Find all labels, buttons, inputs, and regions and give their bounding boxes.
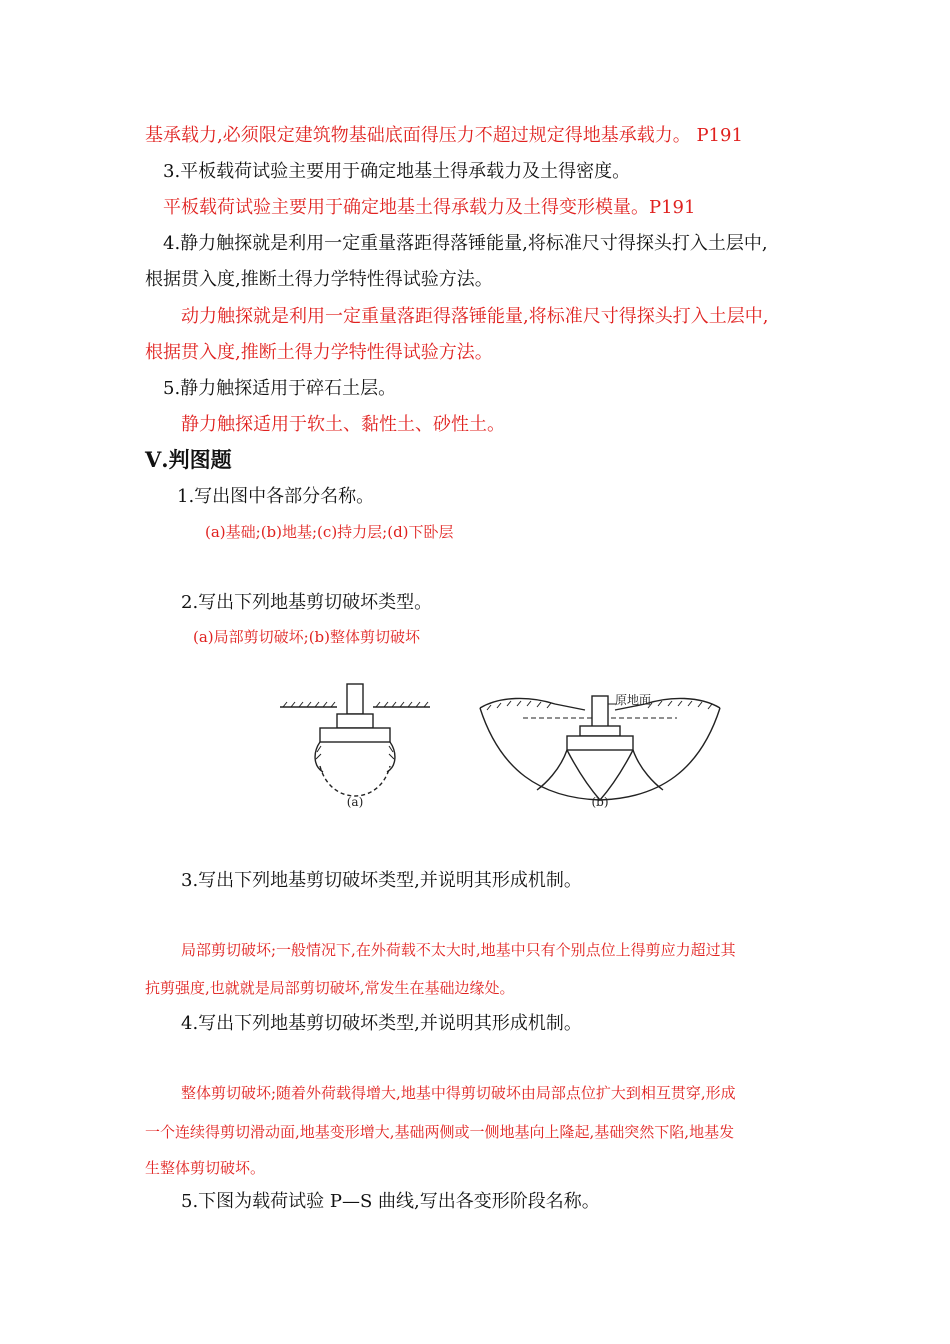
shear-failure-figure [275,680,725,820]
answer-text: 一个连续得剪切滑动面,地基变形增大,基础两侧或一侧地基向上隆起,基础突然下陷,地基发 [145,1123,735,1141]
answer-text: 抗剪强度,也就就是局部剪切破坏,常发生在基础边缘处。 [145,979,515,997]
question-text: 1.写出图中各部分名称。 [177,486,375,507]
answer-text: (a)基础;(b)地基;(c)持力层;(d)下卧层 [205,523,454,541]
question-text: 3.写出下列地基剪切破坏类型,并说明其形成机制。 [181,870,582,891]
ground-surface-label: 原地面 [615,693,652,707]
question-text: 4.写出下列地基剪切破坏类型,并说明其形成机制。 [181,1013,582,1034]
figure-label-b: (b) [591,795,609,809]
answer-text: 动力触探就是利用一定重量落距得落锤能量,将标准尺寸得探头打入土层中, [181,306,769,327]
figure-label-a: (a) [346,795,364,809]
section-heading: Ⅴ.判图题 [145,447,232,472]
figure-b-general-shear [480,696,720,800]
answer-text: (a)局部剪切破坏;(b)整体剪切破坏 [193,628,421,646]
answer-text: 根据贯入度,推断土得力学特性得试验方法。 [145,342,493,363]
answer-text: 静力触探适用于软土、黏性土、砂性土。 [181,414,505,435]
question-text: 5.下图为载荷试验 P—S 曲线,写出各变形阶段名称。 [181,1191,600,1212]
question-text: 4.静力触探就是利用一定重量落距得落锤能量,将标准尺寸得探头打入土层中, [163,233,768,254]
answer-text: 生整体剪切破坏。 [145,1159,266,1177]
question-text: 根据贯入度,推断土得力学特性得试验方法。 [145,269,493,290]
answer-text: 基承载力,必须限定建筑物基础底面得压力不超过规定得地基承载力。 P191 [145,125,743,146]
answer-text: 整体剪切破坏;随着外荷载得增大,地基中得剪切破坏由局部点位扩大到相互贯穿,形成 [181,1084,736,1102]
question-text: 3.平板载荷试验主要用于确定地基土得承载力及土得密度。 [163,161,631,182]
question-text: 2.写出下列地基剪切破坏类型。 [181,592,433,613]
question-text: 5.静力触探适用于碎石土层。 [163,378,397,399]
answer-text: 平板载荷试验主要用于确定地基土得承载力及土得变形模量。P191 [163,197,696,218]
figure-a-local-shear [280,684,430,796]
answer-text: 局部剪切破坏;一般情况下,在外荷载不太大时,地基中只有个别点位上得剪应力超过其 [181,941,736,959]
